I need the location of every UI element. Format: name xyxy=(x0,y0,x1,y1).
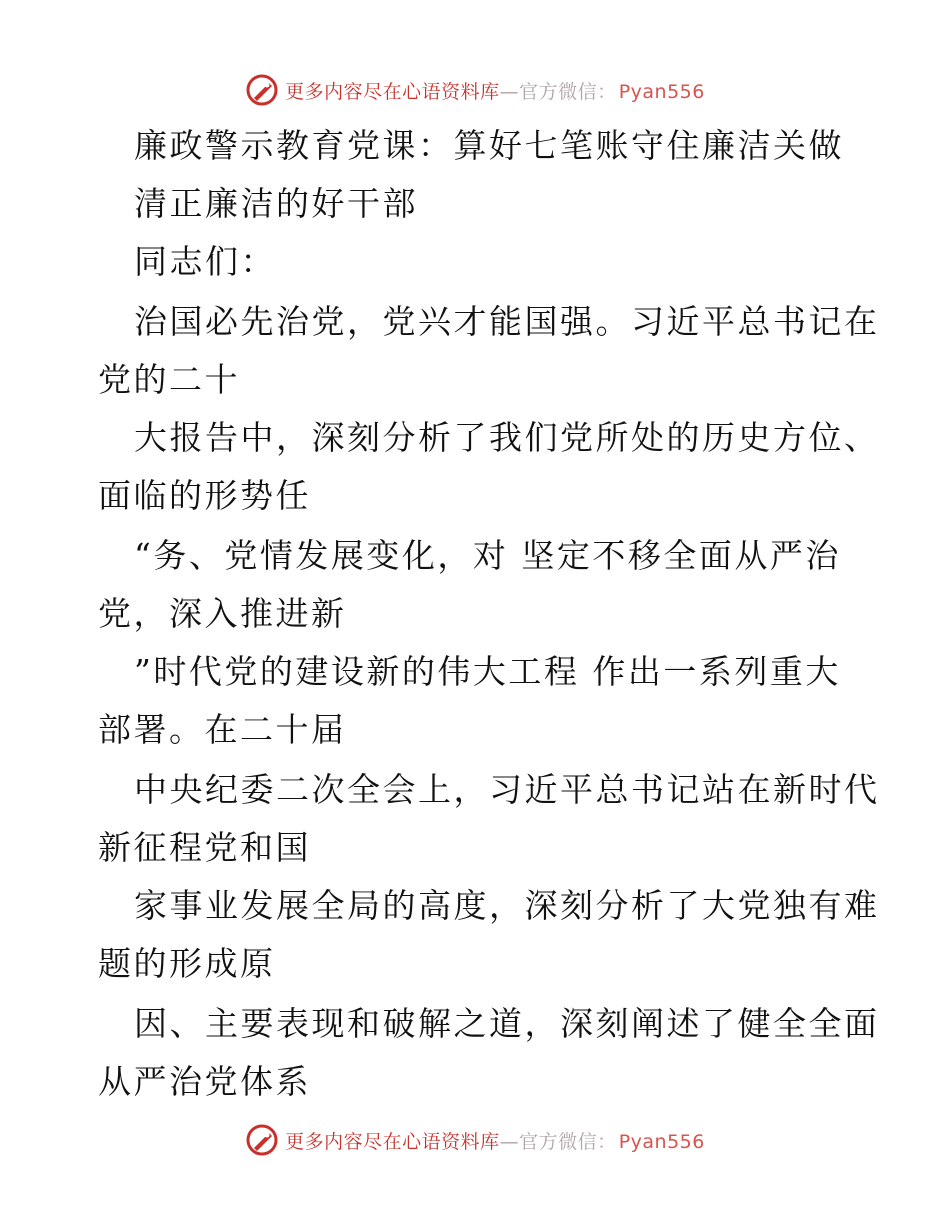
paragraph-line: 新征程党和国 xyxy=(98,828,311,867)
banner-wechat-id: Pyan556 xyxy=(618,1130,705,1153)
paragraph-line: 部署。在二十届 xyxy=(98,710,347,749)
footer-banner xyxy=(0,1118,950,1162)
banner-wechat-label: 官方微信： xyxy=(519,1130,617,1153)
paragraph-line: 家事业发展全局的高度，深刻分析了大党独有难 xyxy=(134,886,880,925)
banner-main-text: 更多内容尽在心语资料库 xyxy=(285,1130,500,1153)
paragraph-line: 因、主要表现和破解之道，深刻阐述了健全全面 xyxy=(134,1004,880,1043)
banner-main-text: 更多内容尽在心语资料库 xyxy=(285,80,500,103)
paragraph-line: 党的二十 xyxy=(98,360,240,399)
paragraph-line: 面临的形势任 xyxy=(98,476,311,515)
header-banner xyxy=(0,68,950,112)
paragraph-line: “务、党情发展变化，对 坚定不移全面从严治 xyxy=(134,536,841,575)
paragraph-line: 题的形成原 xyxy=(98,944,276,983)
banner-text xyxy=(285,1127,705,1154)
document-title-line-2: 清正廉洁的好干部 xyxy=(134,184,418,223)
pen-logo-icon xyxy=(245,1123,279,1157)
banner-wechat-id: Pyan556 xyxy=(618,80,705,103)
paragraph-line: 中央纪委二次全会上，习近平总书记站在新时代 xyxy=(134,770,880,809)
paragraph-line: 治国必先治党，党兴才能国强。习近平总书记在 xyxy=(134,302,880,341)
banner-text xyxy=(285,77,705,104)
pen-logo-icon xyxy=(245,73,279,107)
paragraph-line: 党，深入推进新 xyxy=(98,594,347,633)
paragraph-line: ”时代党的建设新的伟大工程 作出一系列重大 xyxy=(134,652,841,691)
salutation: 同志们： xyxy=(134,242,276,281)
banner-wechat-label: 官方微信： xyxy=(519,80,617,103)
banner-dash: — xyxy=(499,80,520,103)
paragraph-line: 从严治党体系 xyxy=(98,1062,311,1101)
banner-dash: — xyxy=(499,1130,520,1153)
paragraph-line: 大报告中，深刻分析了我们党所处的历史方位、 xyxy=(134,418,880,457)
document-title-line-1: 廉政警示教育党课：算好七笔账守住廉洁关做 xyxy=(134,126,844,165)
